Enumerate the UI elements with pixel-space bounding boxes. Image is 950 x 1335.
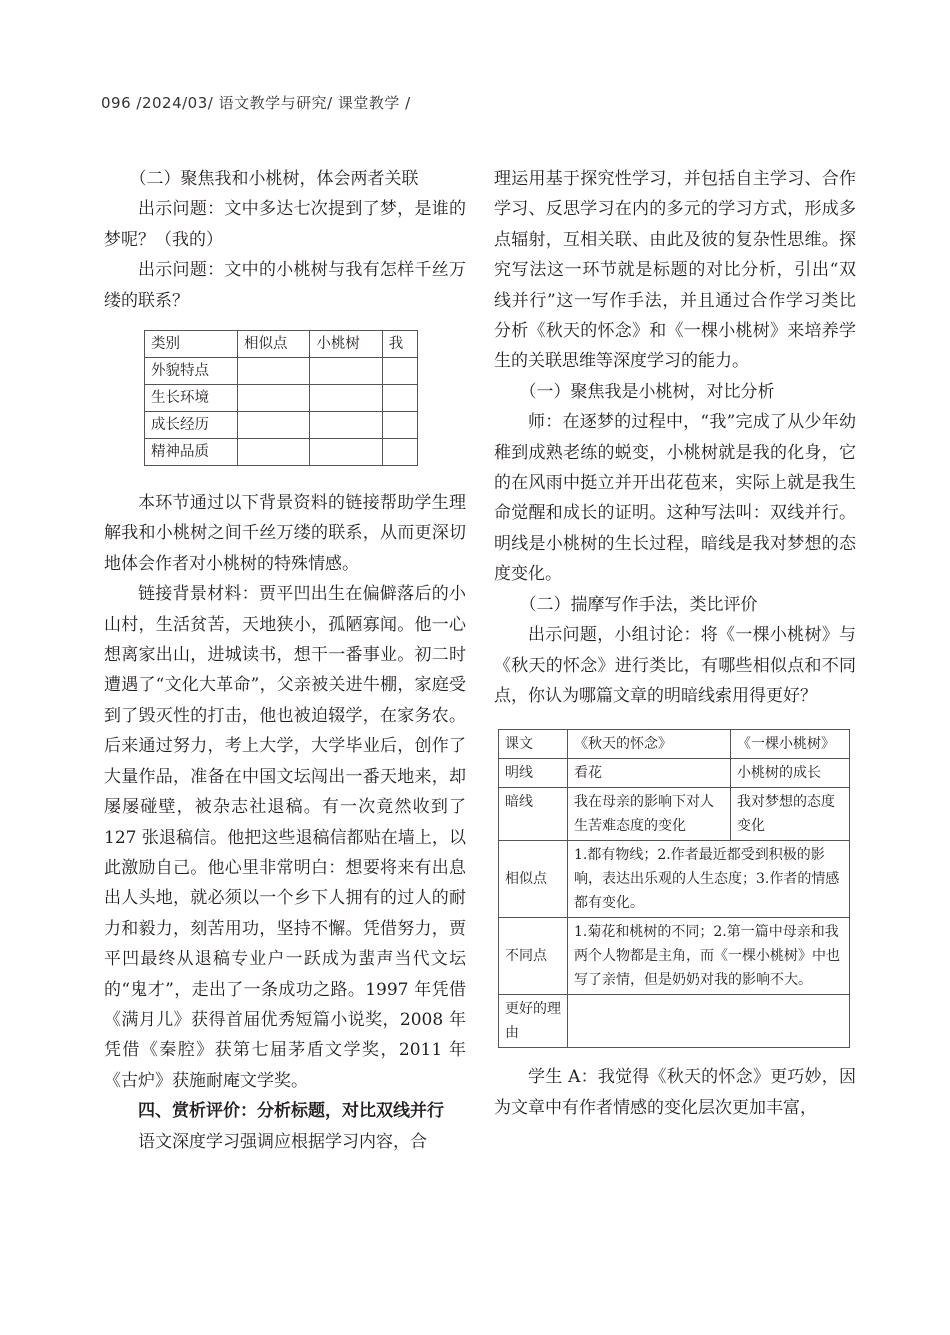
row-label: 明线 xyxy=(499,759,568,788)
paragraph-link-intro: 本环节通过以下背景资料的链接帮助学生理解我和小桃树之间千丝万缕的联系，从而更深切地体会作者对小桃树的特殊情感。 xyxy=(104,493,466,574)
row-label: 外貌特点 xyxy=(145,358,238,385)
empty-cell xyxy=(568,995,850,1048)
paragraph-teacher: 师：在逐梦的过程中，“我”完成了从少年幼稚到成熟老练的蜕变，小桃树就是我的化身，它的在风雨中挺立并开出花苞来，实际上就是我生命觉醒和成长的证明。这种写法叫：双线并行。明线是小桃树的生长过程，暗线是我对梦想的态度变化。 xyxy=(494,412,856,585)
comparison-table-two-texts xyxy=(498,729,850,1048)
table-cell: 我在母亲的影响下对人生苦难态度的变化 xyxy=(568,788,731,841)
table-row xyxy=(145,412,418,439)
question-group-discussion: 出示问题，小组讨论：将《一棵小桃树》与《秋天的怀念》进行类比，有哪些相似点和不同点，你认为哪篇文章的明暗线索用得更好？ xyxy=(494,625,856,706)
row-label: 精神品质 xyxy=(145,439,238,466)
header-cell: 我 xyxy=(382,331,417,358)
section-heading-4: 四、赏析评价：分析标题，对比双线并行 xyxy=(138,1101,444,1122)
header-cell: 类别 xyxy=(145,331,238,358)
paragraph-background-material: 链接背景材料：贾平凹出生在偏僻落后的小山村，生活贫苦，天地狭小，孤陋寡闻。他一心想离家出山，进城读书，想干一番事业。初二时遭遇了“文化大革命”，父亲被关进牛棚，家庭受到了毁灭性的打击，他也被迫辍学，在家务农。后来通过努力，考上大学，大学毕业后，创作了大量作品，准备在中国文坛闯出一番天地来，却屡屡碰壁，被杂志社退稿。有一次竟然收到了 127 张退稿信。他把这些退稿信都贴在墙上，以此激励自己。他心里非常明白：想要将来有出息出人头地，就必须以一个乡下人拥有的过人的耐力和毅力，刻苦用功，坚持不懈。凭借努力，贾平凹最终从退稿专业户一跃成为蜚声当代文坛的“鬼才”，走出了一条成功之路。1997 年凭借《满月儿》获得首届优秀短篇小说奖，2008 年凭借《秦腔》获第七届茅盾文学奖，2011 年《古炉》获施耐庵文学奖。 xyxy=(104,584,466,1091)
empty-cell xyxy=(238,385,310,412)
empty-cell xyxy=(238,412,310,439)
empty-cell xyxy=(382,439,417,466)
empty-cell xyxy=(382,412,417,439)
table-cell: 1.菊花和桃树的不同；2.第一篇中母亲和我两个人物都是主角，而《一棵小桃树》中也写了亲情，但是奶奶对我的影响不大。 xyxy=(568,918,850,995)
header-cell: 《秋天的怀念》 xyxy=(568,730,731,759)
table-row xyxy=(499,841,850,918)
table-row xyxy=(499,995,850,1048)
empty-cell xyxy=(238,358,310,385)
paragraph-deep-learning-cont: 理运用基于探究性学习，并包括自主学习、合作学习、反思学习在内的多元的学习方式，形成多点辐射，互相关联、由此及彼的复杂性思维。探究写法这一环节就是标题的对比分析，引出“双线并行”这一写作手法，并且通过合作学习类比分析《秋天的怀念》和《一棵小桃树》来培养学生的关联思维等深度学习的能力。 xyxy=(494,169,856,372)
question-dream: 出示问题：文中多达七次提到了梦，是谁的梦呢？（我的） xyxy=(104,199,466,250)
row-label: 成长经历 xyxy=(145,412,238,439)
table-row xyxy=(145,439,418,466)
empty-cell xyxy=(238,439,310,466)
empty-cell xyxy=(382,385,417,412)
paragraph-deep-learning-start: 语文深度学习强调应根据学习内容，合 xyxy=(138,1131,427,1152)
empty-cell xyxy=(310,439,382,466)
table-cell: 看花 xyxy=(568,759,731,788)
table-header-row xyxy=(145,331,418,358)
row-label: 生长环境 xyxy=(145,385,238,412)
row-label: 暗线 xyxy=(499,788,568,841)
row-label: 不同点 xyxy=(499,918,568,995)
empty-cell xyxy=(310,412,382,439)
header-cell: 课文 xyxy=(499,730,568,759)
table-row xyxy=(499,918,850,995)
subheading-focus-me-is-tree: （一）聚焦我是小桃树，对比分析 xyxy=(519,381,775,402)
subheading-writing-technique: （二）揣摩写作手法，类比评价 xyxy=(519,594,758,615)
table-row xyxy=(145,358,418,385)
running-head: 096 /2024/03/ 语文教学与研究/ 课堂教学 / xyxy=(101,94,411,112)
paragraph-student-a: 学生 A：我觉得《秋天的怀念》更巧妙，因为文章中有作者情感的变化层次更加丰富， xyxy=(494,1067,856,1118)
table-row xyxy=(145,385,418,412)
table-cell: 1.都有物线；2.作者最近都受到积极的影响，表达出乐观的人生态度；3.作者的情感都有变化。 xyxy=(568,841,850,918)
table-header-row xyxy=(499,730,850,759)
header-cell: 《一棵小桃树》 xyxy=(731,730,850,759)
subheading-focus-me-and-tree: （二）聚焦我和小桃树，体会两者关联 xyxy=(129,169,419,189)
table-cell: 我对梦想的态度变化 xyxy=(731,788,850,841)
empty-cell xyxy=(310,358,382,385)
row-label: 更好的理由 xyxy=(499,995,568,1048)
empty-cell xyxy=(382,358,417,385)
header-cell: 小桃树 xyxy=(310,331,382,358)
table-cell: 小桃树的成长 xyxy=(731,759,850,788)
table-row xyxy=(499,759,850,788)
comparison-table-tree-and-me xyxy=(144,330,418,466)
row-label: 相似点 xyxy=(499,841,568,918)
header-cell: 相似点 xyxy=(238,331,310,358)
table-row xyxy=(499,788,850,841)
left-column xyxy=(104,164,466,1157)
question-connection: 出示问题：文中的小桃树与我有怎样千丝万缕的联系？ xyxy=(104,260,466,311)
empty-cell xyxy=(310,385,382,412)
right-column xyxy=(494,164,856,1123)
